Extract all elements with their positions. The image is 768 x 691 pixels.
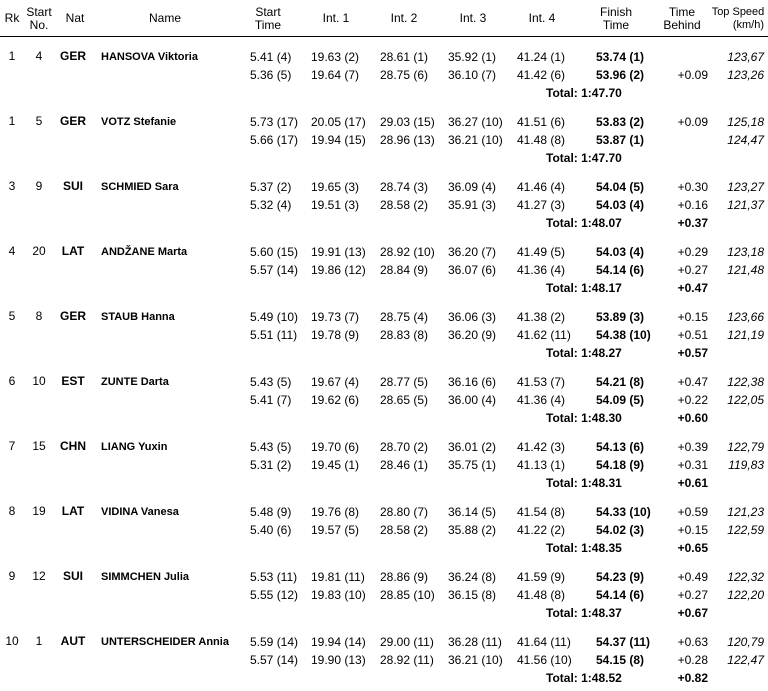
athlete-name: VOTZ Stefanie — [101, 116, 177, 128]
total-time: Total: 1:48.17 — [546, 281, 622, 295]
total-time: Total: 1:48.27 — [546, 346, 622, 360]
start-no-cell: 9 — [35, 179, 43, 193]
run1-time-behind: +0.47 — [677, 375, 708, 389]
table-row — [0, 427, 768, 492]
run1-finish-time: 54.04 (5) — [596, 180, 645, 194]
run1-top-speed: 120,79 — [727, 635, 764, 649]
run1-int2: 29.00 (11) — [380, 635, 434, 649]
athlete-name: SIMMCHEN Julia — [101, 571, 190, 583]
nation-cell: CHN — [60, 439, 86, 453]
run2-start-time: 5.57 (14) — [250, 653, 299, 667]
run2-int4: 41.56 (10) — [517, 653, 572, 667]
start-no-cell: 8 — [35, 309, 43, 323]
run1-int2: 29.03 (15) — [380, 115, 435, 129]
header-start-no-line2: No. — [29, 18, 49, 32]
header-int3: Int. 3 — [459, 11, 487, 25]
start-no-cell: 20 — [32, 244, 46, 258]
run1-int3: 36.28 (11) — [448, 635, 502, 649]
total-time: Total: 1:47.70 — [546, 86, 622, 100]
start-no-cell: 12 — [32, 569, 46, 583]
run1-int1: 19.73 (7) — [311, 310, 360, 324]
table-row — [0, 102, 768, 167]
run2-int3: 36.10 (7) — [448, 68, 497, 82]
run2-time-behind: +0.27 — [677, 263, 708, 277]
rank-cell: 6 — [8, 374, 16, 388]
athlete-name: ANDŽANE Marta — [101, 246, 188, 258]
run2-time-behind: +0.27 — [677, 588, 708, 602]
run1-int2: 28.92 (10) — [380, 245, 435, 259]
total-time: Total: 1:48.31 — [546, 476, 622, 490]
run1-top-speed: 123,66 — [727, 310, 764, 324]
run1-int3: 36.27 (10) — [448, 115, 503, 129]
run1-start-time: 5.41 (4) — [250, 50, 292, 64]
run2-int4: 41.48 (8) — [517, 133, 566, 147]
nation-cell: SUI — [62, 179, 83, 193]
run1-int1: 19.63 (2) — [311, 50, 360, 64]
run1-int1: 19.91 (13) — [311, 245, 366, 259]
run1-int3: 36.24 (8) — [448, 570, 497, 584]
run1-time-behind: +0.59 — [677, 505, 708, 519]
rank-cell: 1 — [8, 49, 16, 63]
run1-start-time: 5.37 (2) — [250, 180, 292, 194]
athlete-name: LIANG Yuxin — [101, 441, 168, 453]
run2-int3: 36.15 (8) — [448, 588, 497, 602]
header-name: Name — [148, 11, 181, 25]
run1-top-speed: 122,79 — [727, 440, 764, 454]
run2-int3: 35.91 (3) — [448, 198, 497, 212]
run1-int4: 41.53 (7) — [517, 375, 566, 389]
total-time: Total: 1:47.70 — [546, 151, 622, 165]
run1-top-speed: 122,38 — [727, 375, 764, 389]
athlete-name: SCHMIED Sara — [101, 181, 179, 193]
run2-int1: 19.57 (5) — [311, 523, 360, 537]
run1-int1: 19.94 (14) — [311, 635, 366, 649]
run2-int4: 41.62 (11) — [517, 328, 571, 342]
run2-int4: 41.27 (3) — [517, 198, 566, 212]
header-start-no — [24, 6, 54, 32]
run1-int4: 41.24 (1) — [517, 50, 566, 64]
run2-top-speed: 122,47 — [727, 653, 764, 667]
athlete-name: ZUNTE Darta — [101, 376, 169, 388]
athlete-name: VIDINA Vanesa — [101, 506, 179, 518]
run1-finish-time: 53.74 (1) — [596, 50, 645, 64]
run2-int1: 19.62 (6) — [311, 393, 360, 407]
run1-top-speed: 122,32 — [727, 570, 764, 584]
run1-int3: 35.92 (1) — [448, 50, 497, 64]
run2-top-speed: 122,05 — [727, 393, 764, 407]
results-body — [0, 37, 768, 687]
run1-start-time: 5.59 (14) — [250, 635, 299, 649]
run2-time-behind: +0.09 — [677, 68, 708, 82]
run2-int1: 19.90 (13) — [311, 653, 366, 667]
run1-start-time: 5.49 (10) — [250, 310, 299, 324]
header-finish-line2: Time — [602, 18, 630, 32]
header-start-time-line2: Time — [254, 18, 282, 32]
run1-finish-time: 54.23 (9) — [596, 570, 645, 584]
header-top-speed — [710, 6, 766, 32]
run2-int1: 19.64 (7) — [311, 68, 360, 82]
run2-int2: 28.96 (13) — [380, 133, 435, 147]
run1-start-time: 5.60 (15) — [250, 245, 299, 259]
run1-start-time: 5.73 (17) — [250, 115, 299, 129]
run2-start-time: 5.40 (6) — [250, 523, 292, 537]
table-row — [0, 297, 768, 362]
run2-finish-time: 54.03 (4) — [596, 198, 645, 212]
start-no-cell: 5 — [35, 114, 43, 128]
total-behind: +0.60 — [677, 411, 708, 425]
run2-int3: 36.21 (10) — [448, 133, 503, 147]
athlete-name: UNTERSCHEIDER Annia — [101, 636, 229, 648]
header-nat: Nat — [65, 11, 85, 25]
run2-finish-time: 54.38 (10) — [596, 328, 651, 342]
total-behind: +0.57 — [677, 346, 708, 360]
start-no-cell: 15 — [32, 439, 46, 453]
run2-start-time: 5.66 (17) — [250, 133, 299, 147]
total-behind: +0.67 — [677, 606, 708, 620]
run2-int1: 19.51 (3) — [311, 198, 360, 212]
header-start-time-line1: Start — [255, 5, 281, 19]
run1-time-behind: +0.09 — [677, 115, 708, 129]
total-time: Total: 1:48.30 — [546, 411, 622, 425]
run2-int2: 28.58 (2) — [380, 523, 429, 537]
total-time: Total: 1:48.35 — [546, 541, 622, 555]
header-speed-line1: Top Speed — [711, 6, 765, 18]
run2-start-time: 5.51 (11) — [250, 328, 298, 342]
total-behind: +0.61 — [677, 476, 708, 490]
nation-cell: AUT — [60, 634, 86, 648]
table-row — [0, 622, 768, 687]
header-int4: Int. 4 — [528, 11, 556, 25]
table-row — [0, 167, 768, 232]
run2-int1: 19.78 (9) — [311, 328, 360, 342]
run1-int1: 19.70 (6) — [311, 440, 360, 454]
table-row — [0, 232, 768, 297]
run1-int3: 36.20 (7) — [448, 245, 497, 259]
start-no-cell: 1 — [35, 634, 43, 648]
run2-top-speed: 122,20 — [727, 588, 764, 602]
run1-int4: 41.54 (8) — [517, 505, 566, 519]
run1-int4: 41.49 (5) — [517, 245, 566, 259]
nation-cell: GER — [59, 114, 86, 128]
run2-int1: 19.94 (15) — [311, 133, 366, 147]
total-time: Total: 1:48.07 — [546, 216, 622, 230]
run2-int4: 41.36 (4) — [517, 263, 566, 277]
total-behind: +0.37 — [677, 216, 708, 230]
run2-int2: 28.84 (9) — [380, 263, 429, 277]
run1-time-behind: +0.30 — [677, 180, 708, 194]
athlete-name: HANSOVA Viktoria — [101, 51, 198, 63]
rank-cell: 10 — [5, 634, 19, 648]
header-behind-line2: Behind — [663, 18, 701, 32]
run1-int4: 41.59 (9) — [517, 570, 566, 584]
run2-finish-time: 54.18 (9) — [596, 458, 645, 472]
run2-int2: 28.46 (1) — [380, 458, 429, 472]
header-finish-time — [594, 6, 638, 32]
run2-time-behind: +0.31 — [677, 458, 708, 472]
run2-int4: 41.13 (1) — [517, 458, 566, 472]
run2-time-behind: +0.22 — [677, 393, 708, 407]
header-finish-line1: Finish — [599, 5, 632, 19]
run2-finish-time: 54.02 (3) — [596, 523, 645, 537]
total-behind: +0.65 — [677, 541, 708, 555]
run1-int1: 19.65 (3) — [311, 180, 360, 194]
run2-int4: 41.22 (2) — [517, 523, 566, 537]
run2-finish-time: 54.14 (6) — [596, 588, 645, 602]
run2-int1: 19.83 (10) — [311, 588, 366, 602]
run1-int2: 28.70 (2) — [380, 440, 429, 454]
nation-cell: LAT — [61, 504, 85, 518]
run1-time-behind: +0.63 — [677, 635, 708, 649]
total-behind: +0.47 — [677, 281, 708, 295]
start-no-cell: 4 — [35, 49, 43, 63]
nation-cell: GER — [59, 49, 86, 63]
run1-int1: 20.05 (17) — [311, 115, 366, 129]
run2-top-speed: 124,47 — [727, 133, 764, 147]
run1-time-behind: +0.15 — [677, 310, 708, 324]
run1-int4: 41.38 (2) — [517, 310, 566, 324]
header-time-behind — [660, 6, 704, 32]
run2-int2: 28.92 (11) — [380, 653, 434, 667]
run1-int3: 36.01 (2) — [448, 440, 497, 454]
header-behind-line1: Time — [668, 5, 696, 19]
run2-top-speed: 119,83 — [728, 458, 764, 472]
rank-cell: 3 — [8, 179, 16, 193]
run1-int2: 28.75 (4) — [380, 310, 429, 324]
run2-top-speed: 123,26 — [727, 68, 764, 82]
run2-int2: 28.75 (6) — [380, 68, 429, 82]
run1-int2: 28.61 (1) — [380, 50, 429, 64]
run1-int3: 36.14 (5) — [448, 505, 497, 519]
total-time: Total: 1:48.37 — [546, 606, 622, 620]
run2-start-time: 5.36 (5) — [250, 68, 292, 82]
table-row — [0, 557, 768, 622]
start-no-cell: 10 — [32, 374, 46, 388]
run2-time-behind: +0.15 — [677, 523, 708, 537]
run2-int2: 28.58 (2) — [380, 198, 429, 212]
run1-start-time: 5.53 (11) — [250, 570, 298, 584]
run2-start-time: 5.55 (12) — [250, 588, 299, 602]
total-behind: +0.82 — [677, 671, 708, 685]
run1-int3: 36.09 (4) — [448, 180, 497, 194]
run1-int1: 19.67 (4) — [311, 375, 360, 389]
run2-top-speed: 121,19 — [727, 328, 764, 342]
run2-start-time: 5.31 (2) — [250, 458, 292, 472]
run1-int3: 36.06 (3) — [448, 310, 497, 324]
run1-int2: 28.74 (3) — [380, 180, 429, 194]
run1-time-behind: +0.39 — [677, 440, 708, 454]
run2-int4: 41.42 (6) — [517, 68, 566, 82]
run2-start-time: 5.57 (14) — [250, 263, 299, 277]
table-row — [0, 362, 768, 427]
rank-cell: 9 — [8, 569, 16, 583]
run1-int1: 19.81 (11) — [311, 570, 365, 584]
header-int2: Int. 2 — [390, 11, 418, 25]
run2-int1: 19.86 (12) — [311, 263, 366, 277]
run2-top-speed: 121,48 — [727, 263, 764, 277]
rank-cell: 5 — [8, 309, 16, 323]
run2-finish-time: 53.87 (1) — [596, 133, 645, 147]
run2-finish-time: 54.14 (6) — [596, 263, 645, 277]
run2-int3: 36.20 (9) — [448, 328, 497, 342]
run2-int3: 36.00 (4) — [448, 393, 497, 407]
rank-cell: 7 — [8, 439, 16, 453]
run2-time-behind: +0.51 — [677, 328, 708, 342]
run2-int2: 28.65 (5) — [380, 393, 429, 407]
header-start-no-line1: Start — [26, 5, 52, 19]
run2-int2: 28.83 (8) — [380, 328, 429, 342]
run2-finish-time: 54.09 (5) — [596, 393, 645, 407]
run1-start-time: 5.48 (9) — [250, 505, 292, 519]
total-time: Total: 1:48.52 — [546, 671, 622, 685]
run1-int2: 28.86 (9) — [380, 570, 429, 584]
run2-finish-time: 54.15 (8) — [596, 653, 645, 667]
run1-int4: 41.64 (11) — [517, 635, 571, 649]
run2-time-behind: +0.16 — [677, 198, 708, 212]
run1-finish-time: 54.37 (11) — [596, 635, 651, 649]
run2-top-speed: 122,59 — [727, 523, 764, 537]
run2-time-behind: +0.28 — [677, 653, 708, 667]
rank-cell: 1 — [8, 114, 16, 128]
start-no-cell: 19 — [32, 504, 46, 518]
header-speed-line2: (km/h) — [732, 19, 764, 31]
run1-top-speed: 121,23 — [727, 505, 764, 519]
run1-top-speed: 125,18 — [727, 115, 764, 129]
run2-start-time: 5.32 (4) — [250, 198, 292, 212]
run1-top-speed: 123,18 — [727, 245, 764, 259]
nation-cell: LAT — [61, 244, 85, 258]
nation-cell: EST — [61, 374, 85, 388]
run2-int3: 35.88 (2) — [448, 523, 497, 537]
run1-finish-time: 53.89 (3) — [596, 310, 645, 324]
run2-int3: 35.75 (1) — [448, 458, 497, 472]
header-start-time — [248, 6, 288, 32]
run1-int1: 19.76 (8) — [311, 505, 360, 519]
run1-start-time: 5.43 (5) — [250, 375, 292, 389]
run1-finish-time: 54.33 (10) — [596, 505, 651, 519]
run2-int3: 36.21 (10) — [448, 653, 503, 667]
run1-time-behind: +0.49 — [677, 570, 708, 584]
run1-int4: 41.51 (6) — [517, 115, 566, 129]
athlete-name: STAUB Hanna — [101, 311, 175, 323]
run2-start-time: 5.41 (7) — [250, 393, 292, 407]
run1-start-time: 5.43 (5) — [250, 440, 292, 454]
run2-finish-time: 53.96 (2) — [596, 68, 645, 82]
run1-finish-time: 54.21 (8) — [596, 375, 645, 389]
run1-int2: 28.80 (7) — [380, 505, 429, 519]
run1-finish-time: 53.83 (2) — [596, 115, 645, 129]
nation-cell: GER — [59, 309, 86, 323]
run1-time-behind: +0.29 — [677, 245, 708, 259]
run2-int1: 19.45 (1) — [311, 458, 360, 472]
rank-cell: 8 — [8, 504, 16, 518]
run2-int3: 36.07 (6) — [448, 263, 497, 277]
run1-top-speed: 123,67 — [727, 50, 764, 64]
run1-int3: 36.16 (6) — [448, 375, 497, 389]
run1-top-speed: 123,27 — [727, 180, 764, 194]
run2-int4: 41.36 (4) — [517, 393, 566, 407]
run2-top-speed: 121,37 — [727, 198, 764, 212]
run1-int4: 41.46 (4) — [517, 180, 566, 194]
run2-int2: 28.85 (10) — [380, 588, 435, 602]
table-row — [0, 492, 768, 557]
run1-int4: 41.42 (3) — [517, 440, 566, 454]
nation-cell: SUI — [62, 569, 83, 583]
run2-int4: 41.48 (8) — [517, 588, 566, 602]
table-row — [0, 37, 768, 102]
header-rk: Rk — [4, 11, 20, 25]
run1-finish-time: 54.03 (4) — [596, 245, 645, 259]
rank-cell: 4 — [8, 244, 16, 258]
table-header — [0, 0, 768, 37]
run1-finish-time: 54.13 (6) — [596, 440, 645, 454]
run1-int2: 28.77 (5) — [380, 375, 429, 389]
header-int1: Int. 1 — [322, 11, 350, 25]
